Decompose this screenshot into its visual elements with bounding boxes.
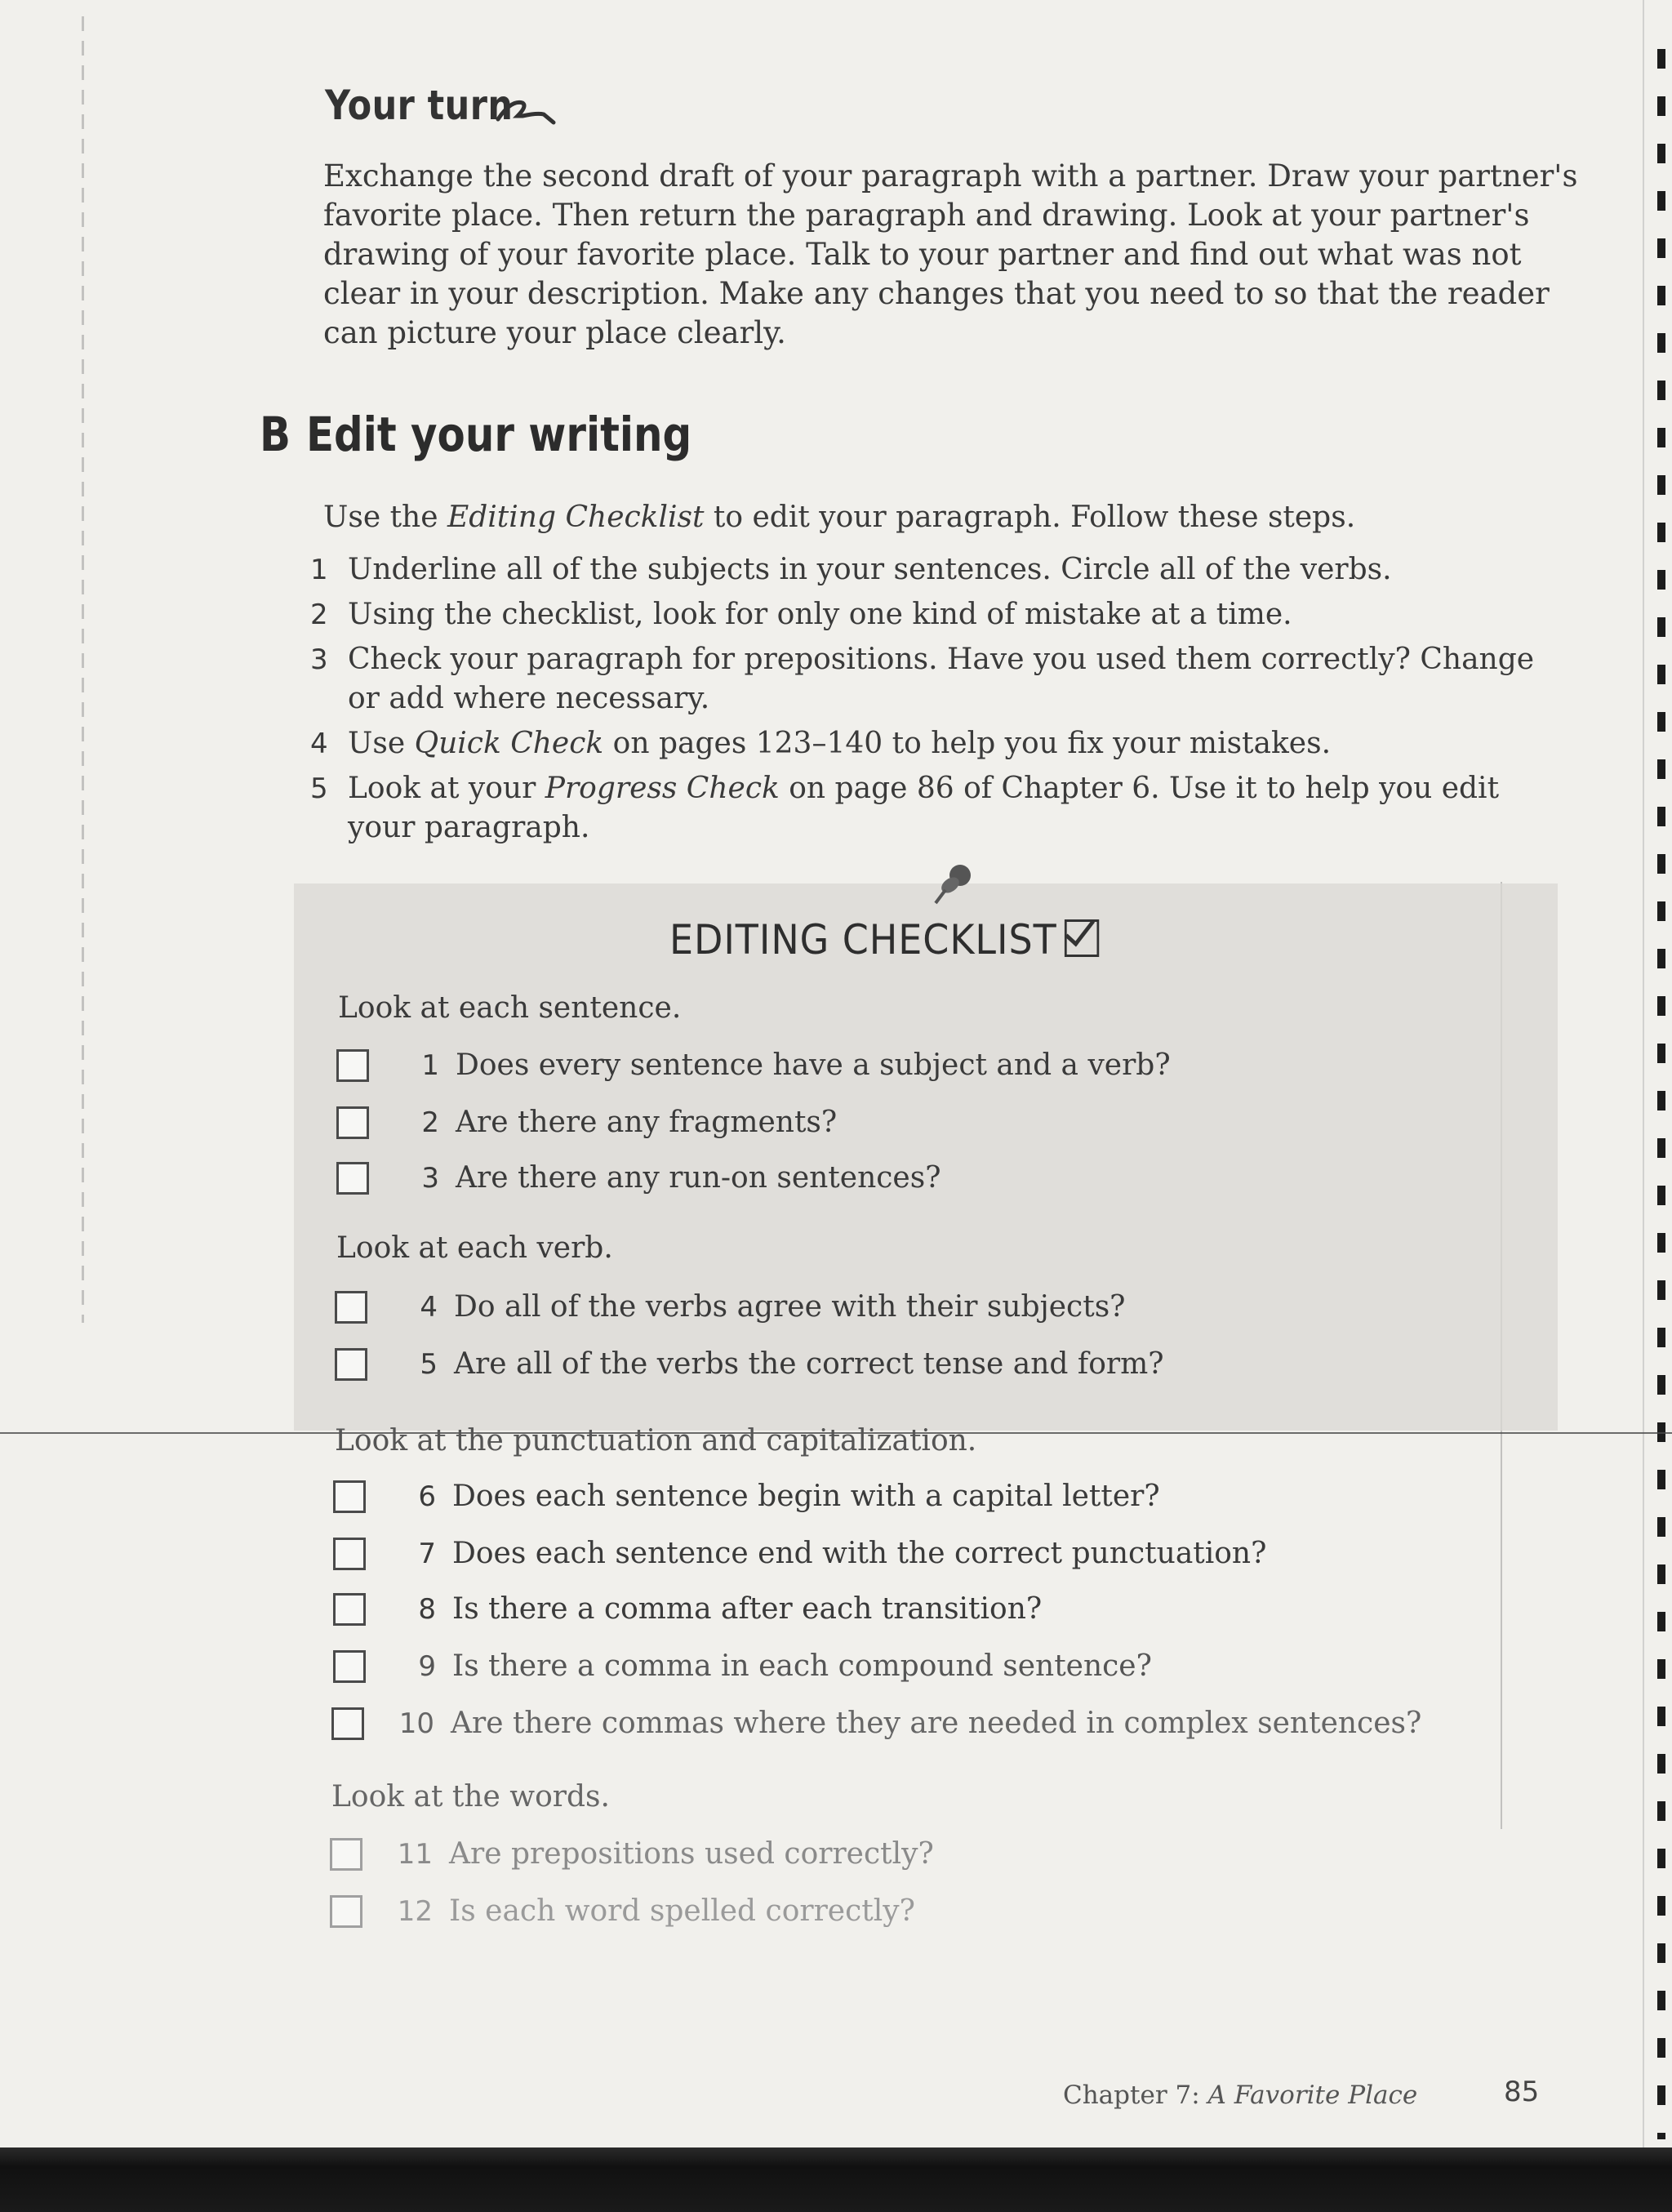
step-text: Using the checklist, look for only one kind of mistake at a time.: [348, 598, 1292, 631]
checklist-group-heading: Look at each sentence.: [338, 991, 682, 1025]
step-item: [310, 724, 1551, 763]
intro-text: Use the: [323, 501, 447, 534]
checklist-group-heading: Look at the words.: [331, 1780, 610, 1814]
steps-list: [310, 550, 1551, 853]
checklist-item: [333, 1537, 1266, 1570]
item-text: Is there a comma after each transition?: [452, 1592, 1043, 1626]
section-letter: B: [260, 407, 291, 462]
item-number: 2: [421, 1106, 439, 1139]
item-text: Are all of the verbs the correct tense and form?: [454, 1347, 1164, 1381]
item-number: 1: [421, 1048, 439, 1082]
checkbox[interactable]: [331, 1707, 364, 1740]
step-text-italic: Progress Check: [545, 772, 780, 805]
checklist-item: [331, 1707, 1421, 1740]
section-intro: [323, 498, 1548, 537]
item-text: Are there any fragments?: [456, 1106, 838, 1139]
checkmark-box-icon: [1065, 919, 1099, 957]
checklist-item: [333, 1480, 1160, 1513]
checkbox[interactable]: [330, 1838, 362, 1871]
checkbox[interactable]: [333, 1650, 366, 1683]
step-text-part: Look at your: [348, 772, 545, 805]
checkbox[interactable]: [333, 1480, 366, 1513]
your-turn-heading: Your turn: [325, 82, 514, 129]
step-text: [348, 724, 1551, 763]
page-number: 85: [1504, 2076, 1540, 2108]
intro-italic: Editing Checklist: [447, 501, 705, 534]
checklist-title-text: EDITING CHECKLIST: [669, 916, 1057, 964]
checkbox[interactable]: [336, 1106, 369, 1139]
item-text: Does every sentence have a subject and a verb?: [456, 1048, 1171, 1082]
item-number: 4: [420, 1290, 438, 1324]
step-item: [310, 595, 1551, 634]
checklist-title: [669, 916, 1099, 964]
checkbox[interactable]: [336, 1049, 369, 1082]
checklist-item: [336, 1048, 1171, 1082]
item-number: 12: [397, 1894, 433, 1928]
checklist-item: [335, 1347, 1164, 1381]
item-text: Is there a comma in each compound sentence?: [452, 1649, 1152, 1683]
checkbox[interactable]: [330, 1895, 362, 1928]
checkbox[interactable]: [333, 1593, 366, 1626]
checklist-item: [333, 1649, 1152, 1683]
item-text: Are there any run-on sentences?: [456, 1161, 941, 1195]
step-text: Underline all of the subjects in your sentences. Circle all of the verbs.: [348, 553, 1392, 586]
checklist-item: [336, 1161, 941, 1195]
footer-chapter-prefix: Chapter 7:: [1063, 2081, 1208, 2110]
pencil-squiggle-icon: [495, 91, 563, 129]
scan-bottom-edge: [0, 2147, 1672, 2212]
footer-chapter-title: A Favorite Place: [1207, 2081, 1418, 2110]
section-title: Edit your writing: [305, 407, 692, 462]
step-text: Check your paragraph for prepositions. Have you used them correctly? Change or add where necessary.: [348, 643, 1535, 715]
checklist-item: [336, 1106, 837, 1139]
your-turn-paragraph: Exchange the second draft of your paragraph with a partner. Draw your partner's favorite place. Then return the paragraph and drawing. Look at your partner's drawing of your favorite place. Talk to your partner and find out what was not clear in your description. Make any changes that you need to so that the reader can picture your place clearly.: [323, 158, 1578, 350]
step-text-part: on page 86 of Chapter 6. Use it to help you edit your paragraph.: [348, 772, 1500, 844]
item-number: 10: [398, 1707, 434, 1740]
checkbox[interactable]: [335, 1348, 367, 1381]
item-number: 5: [420, 1347, 438, 1381]
section-b-heading: [260, 407, 691, 462]
step-text-part: on pages 123–140 to help you fix your mistakes.: [603, 727, 1332, 760]
step-number: 2: [310, 599, 328, 631]
checklist-item: [333, 1592, 1042, 1626]
item-number: 11: [397, 1837, 433, 1871]
step-number: 5: [310, 772, 328, 805]
item-text: Do all of the verbs agree with their subjects?: [454, 1290, 1126, 1324]
step-number: 4: [310, 728, 328, 760]
checkbox[interactable]: [333, 1538, 366, 1570]
item-text: Does each sentence begin with a capital letter?: [452, 1480, 1160, 1513]
step-text-part: Use: [348, 727, 415, 760]
step-text-italic: Quick Check: [414, 727, 604, 760]
checklist-group-heading: Look at the punctuation and capitalization.: [335, 1424, 977, 1458]
pushpin-icon: [929, 859, 978, 908]
step-text: [348, 769, 1551, 848]
step-item: [310, 550, 1551, 590]
item-text: Are there commas where they are needed in complex sentences?: [451, 1707, 1422, 1740]
item-number: 8: [418, 1592, 436, 1626]
step-number: 3: [310, 643, 328, 676]
scan-edge-line: [1643, 0, 1644, 2212]
item-number: 6: [418, 1480, 436, 1513]
item-number: 3: [421, 1161, 439, 1195]
checkbox[interactable]: [336, 1162, 369, 1195]
checklist-item: [335, 1290, 1125, 1324]
footer-chapter: [1063, 2081, 1417, 2110]
step-item: [310, 769, 1551, 848]
scan-edge-marks: [1657, 49, 1665, 2139]
scan-binding-shadow: [82, 16, 84, 1323]
item-text: Does each sentence end with the correct punctuation?: [452, 1537, 1267, 1570]
checklist-group-heading: Look at each verb.: [336, 1231, 613, 1265]
checklist-item: [330, 1837, 934, 1871]
step-number: 1: [310, 554, 328, 586]
checklist-item: [330, 1894, 915, 1928]
item-number: 7: [418, 1537, 436, 1570]
item-text: Are prepositions used correctly?: [449, 1837, 934, 1871]
intro-text-end: to edit your paragraph. Follow these steps.: [704, 501, 1356, 534]
item-text: Is each word spelled correctly?: [449, 1894, 915, 1928]
item-number: 9: [418, 1649, 436, 1683]
checkbox[interactable]: [335, 1291, 367, 1324]
step-item: [310, 640, 1551, 719]
